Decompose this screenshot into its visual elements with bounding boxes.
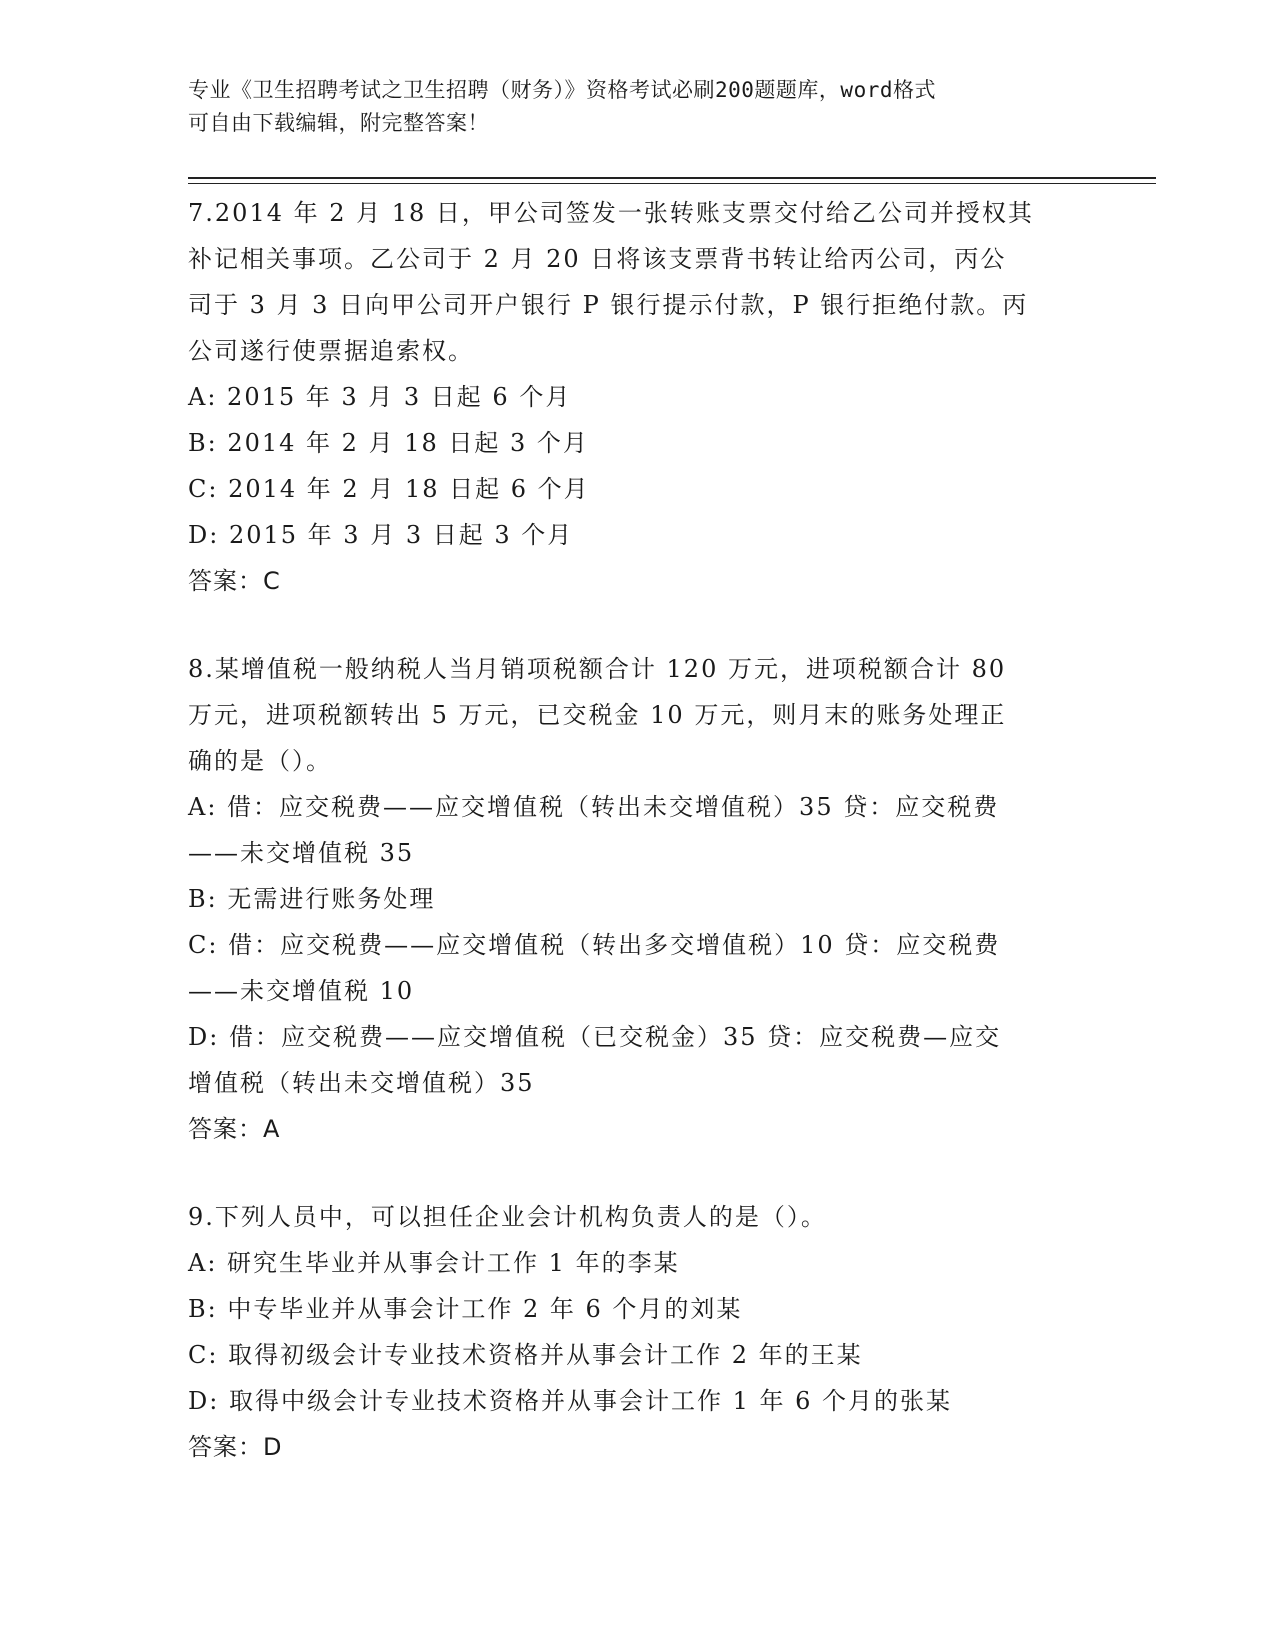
question-9-option-b: B: 中专毕业并从事会计工作 2 年 6 个月的刘某	[188, 1295, 743, 1323]
question-7-text-line: 公司遂行使票据追索权。	[188, 337, 474, 365]
question-8-text-line: 确的是（）。	[188, 747, 332, 775]
header-divider-thick	[188, 177, 1156, 179]
question-7-answer: 答案：C	[188, 567, 281, 595]
question-spacer	[188, 604, 1088, 646]
question-9-option-d: D: 取得中级会计专业技术资格并从事会计工作 1 年 6 个月的张某	[188, 1387, 953, 1415]
question-8	[188, 646, 1088, 1152]
question-8-option-c: C: 借：应交税费——应交增值税（转出多交增值税）10 贷：应交税费	[188, 931, 1001, 959]
question-list	[188, 190, 1088, 1470]
question-8-option-a-continued: ——未交增值税 35	[188, 839, 415, 867]
question-7-option-c: C: 2014 年 2 月 18 日起 6 个月	[188, 475, 590, 503]
document-header	[188, 74, 1068, 140]
question-9-option-a: A: 研究生毕业并从事会计工作 1 年的李某	[188, 1249, 680, 1277]
question-8-option-a: A: 借：应交税费——应交增值税（转出未交增值税）35 贷：应交税费	[188, 793, 1000, 821]
header-divider-thin	[188, 183, 1156, 184]
header-title-line-2: 可自由下载编辑，附完整答案！	[188, 111, 489, 135]
question-8-text-line: 万元，进项税额转出 5 万元，已交税金 10 万元，则月末的账务处理正	[188, 701, 1007, 729]
question-7-text-line: 司于 3 月 3 日向甲公司开户银行 P 银行提示付款，P 银行拒绝付款。丙	[188, 291, 1029, 319]
question-8-option-d: D: 借：应交税费——应交增值税（已交税金）35 贷：应交税费—应交	[188, 1023, 1002, 1051]
question-8-answer: 答案：A	[188, 1115, 281, 1143]
question-7-text-line: 7.2014 年 2 月 18 日，甲公司签发一张转账支票交付给乙公司并授权其	[188, 199, 1034, 227]
question-7-option-b: B: 2014 年 2 月 18 日起 3 个月	[188, 429, 589, 457]
question-8-text-line: 8.某增值税一般纳税人当月销项税额合计 120 万元，进项税额合计 80	[188, 655, 1007, 683]
question-spacer	[188, 1152, 1088, 1194]
question-8-option-c-continued: ——未交增值税 10	[188, 977, 415, 1005]
header-title-line-1: 专业《卫生招聘考试之卫生招聘（财务）》资格考试必刷200题题库，word格式	[188, 78, 936, 102]
question-7-text-line: 补记相关事项。乙公司于 2 月 20 日将该支票背书转让给丙公司，丙公	[188, 245, 1007, 273]
question-7	[188, 190, 1088, 604]
question-9-option-c: C: 取得初级会计专业技术资格并从事会计工作 2 年的王某	[188, 1341, 863, 1369]
question-7-option-d: D: 2015 年 3 月 3 日起 3 个月	[188, 521, 574, 549]
question-9-answer: 答案：D	[188, 1433, 283, 1461]
question-9	[188, 1194, 1088, 1470]
question-8-option-d-continued: 增值税（转出未交增值税）35	[188, 1069, 535, 1097]
question-9-text-line: 9.下列人员中，可以担任企业会计机构负责人的是（）。	[188, 1203, 827, 1231]
question-7-option-a: A: 2015 年 3 月 3 日起 6 个月	[188, 383, 572, 411]
question-8-option-b: B: 无需进行账务处理	[188, 885, 436, 913]
